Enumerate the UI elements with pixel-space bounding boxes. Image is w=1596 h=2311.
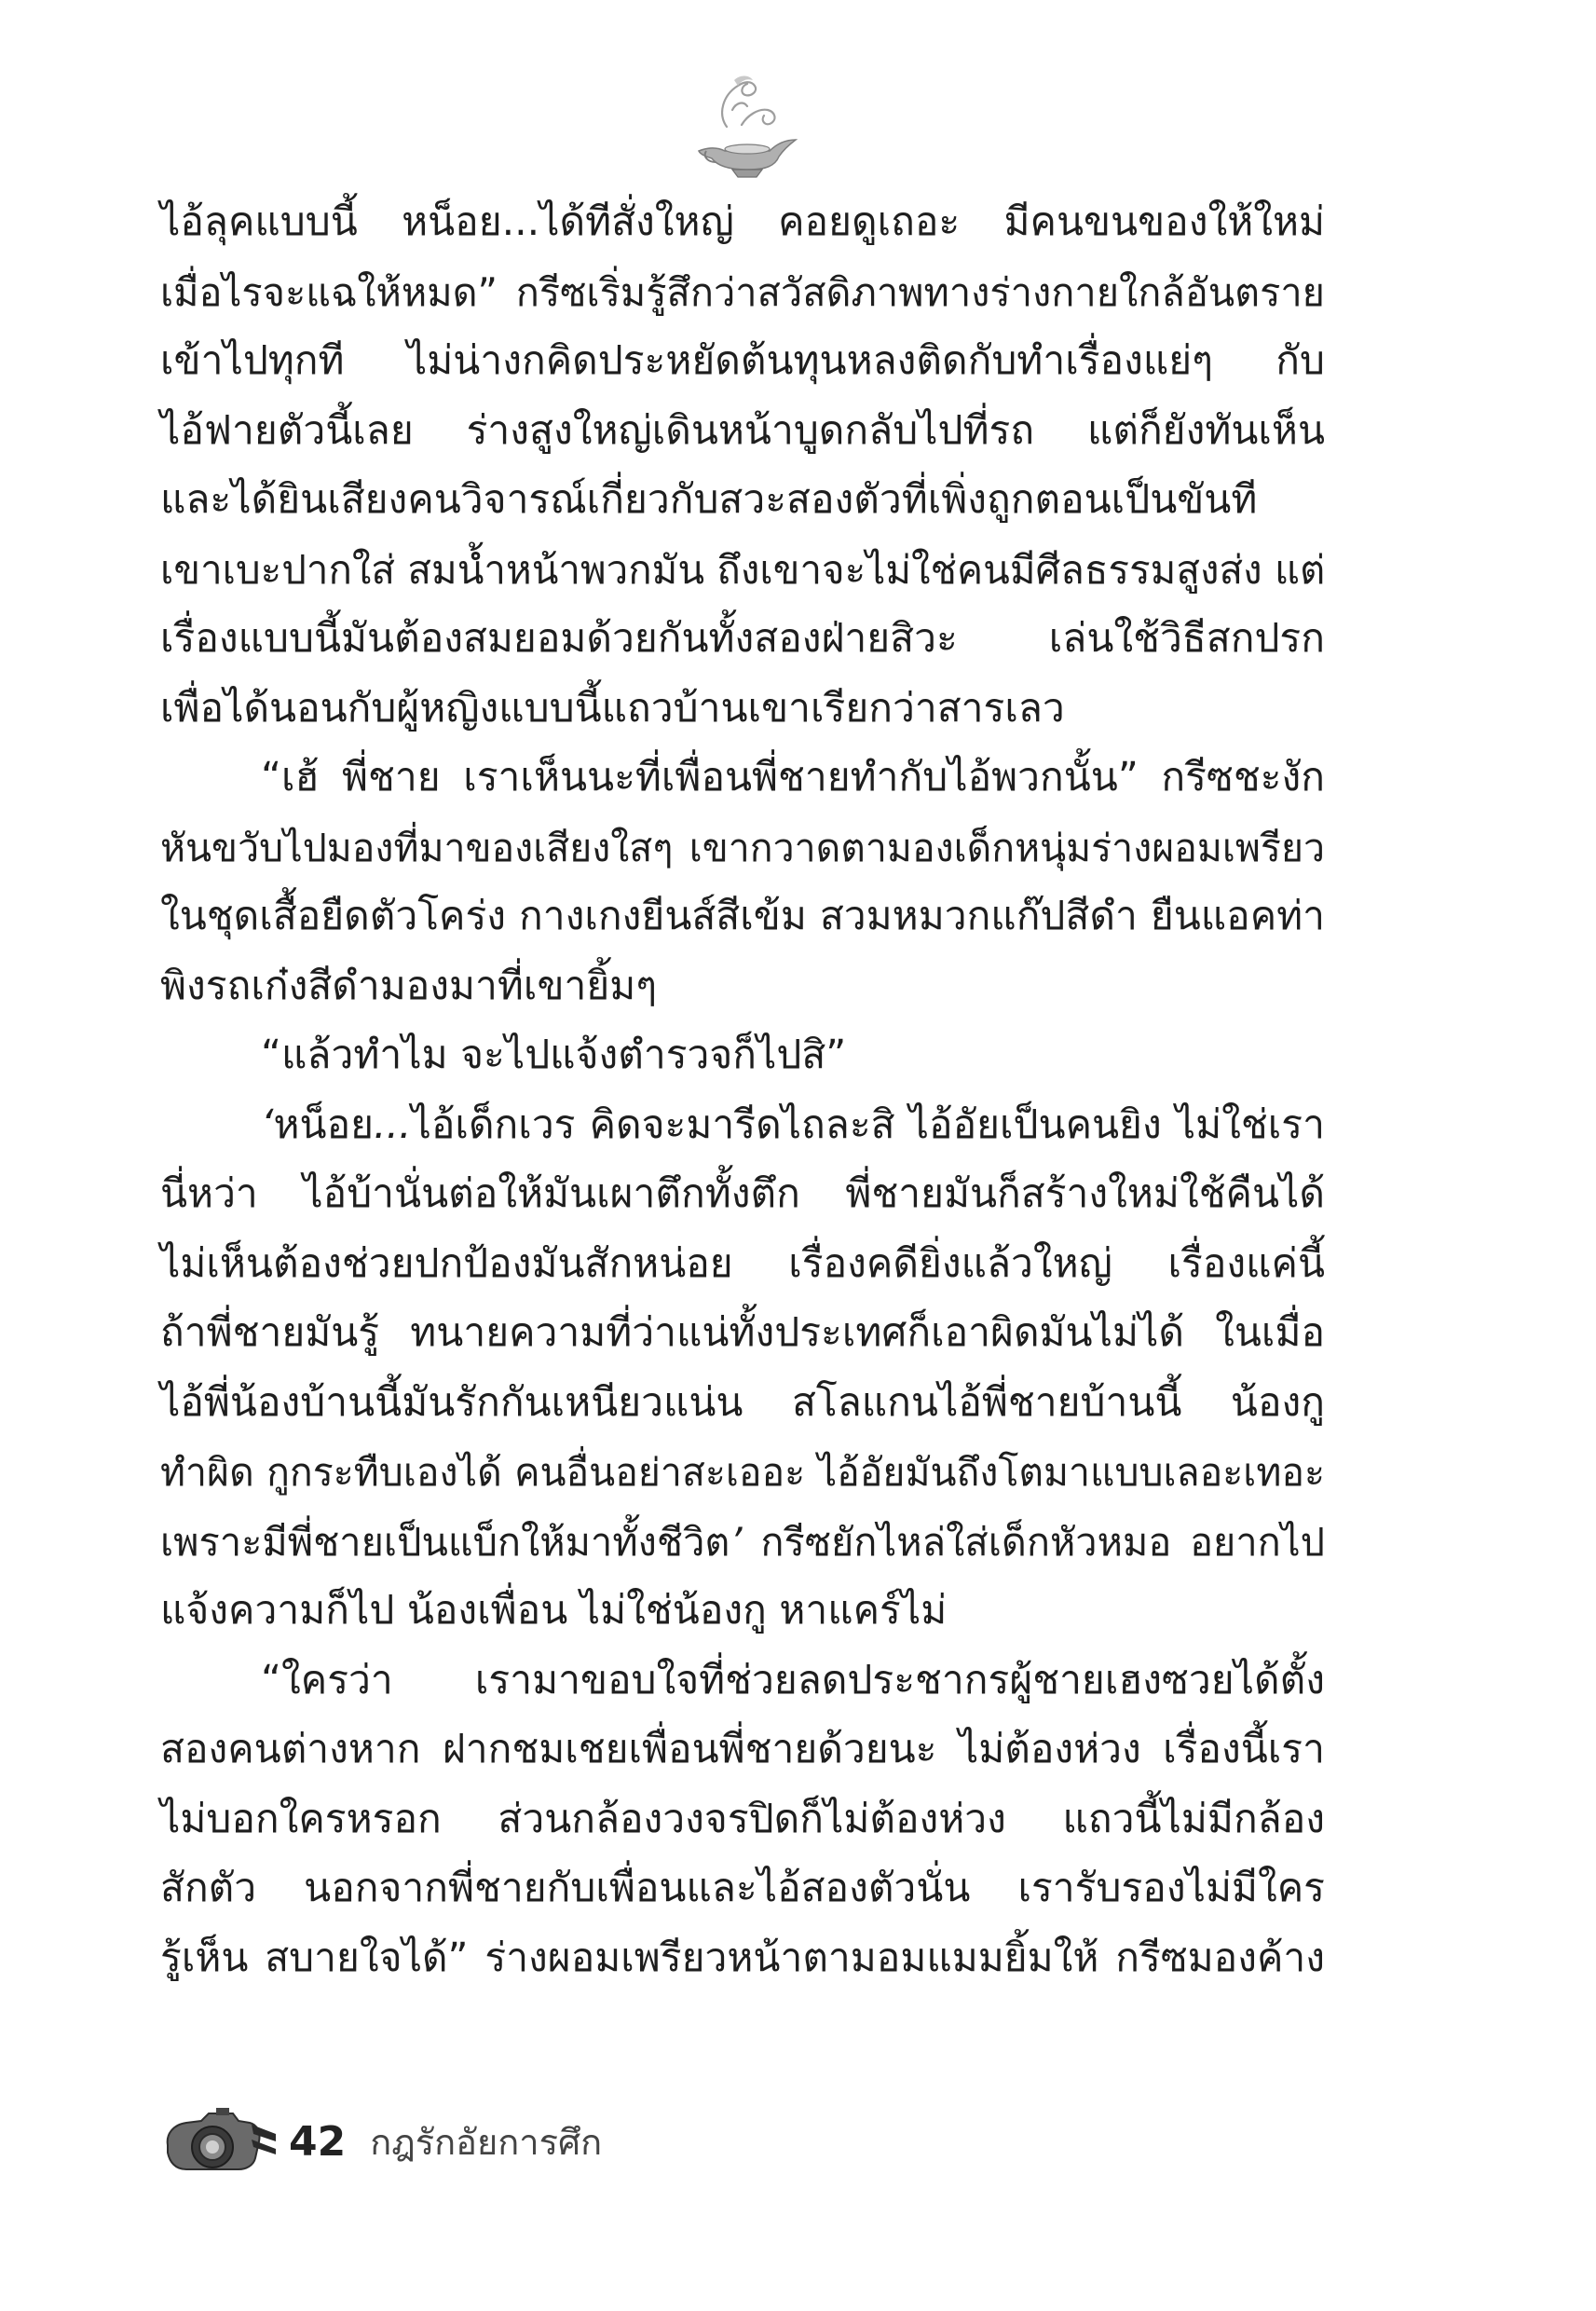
italic-text-line: ‘หน็อย...ไอ้เด็กเวร คิดจะมารีดไถละสิ ไอ้อัยเป็นคนยิง ไม่ใช่เรา: [261, 1101, 1325, 1148]
text-line: เมื่อไรจะแฉให้หมด” กรีซเริ่มรู้สึกว่าสวัสดิภาพทางร่างกายใกล้อันตราย: [160, 268, 1325, 315]
page-number: 42: [289, 2117, 347, 2166]
text-line: รู้เห็น สบายใจได้” ร่างผอมเพรียวหน้าตามอมแมมยิ้มให้ กรีซมองค้าง: [160, 1935, 1325, 1981]
book-title: กฎรักอัยการศึก: [370, 2121, 603, 2163]
text-line: ไอ้ลุคแบบนี้ หน็อย...ได้ทีสั่งใหญ่ คอยดูเถอะ มีคนขนของให้ใหม่: [160, 199, 1325, 245]
italic-text-line: ไอ้พี่น้องบ้านนี้มันรักกันเหนียวแน่น สโลแกนไอ้พี่ชายบ้านนี้ น้องกู: [160, 1379, 1325, 1426]
text-line: ไอ้ฟายตัวนี้เลย ร่างสูงใหญ่เดินหน้าบูดกลับไปที่รถ แต่ก็ยังทันเห็น: [160, 407, 1325, 454]
text-line: พิงรถเก๋งสีดำมองมาที่เขายิ้มๆ: [160, 963, 658, 1009]
text-line: ไม่บอกใครหรอก ส่วนกล้องวงจรปิดก็ไม่ต้องห่วง แถวนี้ไม่มีกล้อง: [160, 1796, 1325, 1842]
text-line: “ใครว่า เรามาขอบใจที่ช่วยลดประชากรผู้ชายเฮงซวยได้ตั้ง: [261, 1657, 1325, 1703]
text-line: และได้ยินเสียงคนวิจารณ์เกี่ยวกับสวะสองตัวที่เพิ่งถูกตอนเป็นขันที: [160, 477, 1258, 523]
italic-text-line: นี่หว่า ไอ้บ้านั่นต่อให้มันเผาตึกทั้งตึก พี่ชายมันก็สร้างใหม่ใช้คืนได้: [160, 1171, 1325, 1217]
text-span: กรีซยักไหล่ใส่เด็กหัวหมอ อยากไป: [742, 1518, 1325, 1565]
page-footer: [160, 2104, 602, 2179]
body-text: [160, 188, 1325, 1993]
text-line: สักตัว นอกจากพี่ชายกับเพื่อนและไอ้สองตัวนั่น เรารับรองไม่มีใคร: [160, 1866, 1325, 1911]
text-line: “แล้วทำไม จะไปแจ้งตำรวจก็ไปสิ”: [261, 1032, 847, 1078]
text-line: เรื่องแบบนี้มันต้องสมยอมด้วยกันทั้งสองฝ่ายสิวะ เล่นใช้วิธีสกปรก: [160, 616, 1325, 662]
text-line: เพื่อได้นอนกับผู้หญิงแบบนี้แถวบ้านเขาเรียกว่าสารเลว: [160, 685, 1065, 732]
mixed-text-line: [160, 1508, 1325, 1578]
text-line: ในชุดเสื้อยืดตัวโคร่ง กางเกงยีนส์สีเข้ม สวมหมวกแก๊ปสีดำ ยืนแอคท่า: [160, 894, 1325, 939]
italic-text-line: ถ้าพี่ชายมันรู้ ทนายความที่ว่าแน่ทั้งประเทศก็เอาผิดมันไม่ได้ ในเมื่อ: [160, 1310, 1325, 1356]
text-line: “เฮ้ พี่ชาย เราเห็นนะที่เพื่อนพี่ชายทำกับไอ้พวกนั้น” กรีซชะงัก: [261, 755, 1325, 800]
camera-icon: [160, 2104, 281, 2179]
genie-lamp-icon: [689, 73, 801, 183]
text-line: สองคนต่างหาก ฝากชมเชยเพื่อนพี่ชายด้วยนะ ไม่ต้องห่วง เรื่องนี้เรา: [160, 1727, 1325, 1772]
text-line: เขาเบะปากใส่ สมน้ำหน้าพวกมัน ถึงเขาจะไม่ใช่คนมีศีลธรรมสูงส่ง แต่: [160, 546, 1326, 593]
text-line: เข้าไปทุกที ไม่น่างกคิดประหยัดต้นทุนหลงติดกับทำเรื่องแย่ๆ กับ: [160, 338, 1325, 384]
italic-text-line: ไม่เห็นต้องช่วยปกป้องมันสักหน่อย เรื่องคดียิ่งแล้วใหญ่ เรื่องแค่นี้: [160, 1240, 1325, 1287]
text-line: แจ้งความก็ไป น้องเพื่อน ไม่ใช่น้องกู หาแคร์ไม่: [160, 1588, 948, 1634]
text-line: หันขวับไปมองที่มาของเสียงใสๆ เขากวาดตามองเด็กหนุ่มร่างผอมเพรียว: [160, 825, 1325, 870]
italic-text-line: ทำผิด กูกระทืบเองได้ คนอื่นอย่าสะเออะ ไอ้อัยมันถึงโตมาแบบเลอะเทอะ: [160, 1450, 1325, 1495]
italic-text-span: เพราะมีพี่ชายเป็นแบ็กให้มาทั้งชีวิต’: [160, 1518, 743, 1565]
